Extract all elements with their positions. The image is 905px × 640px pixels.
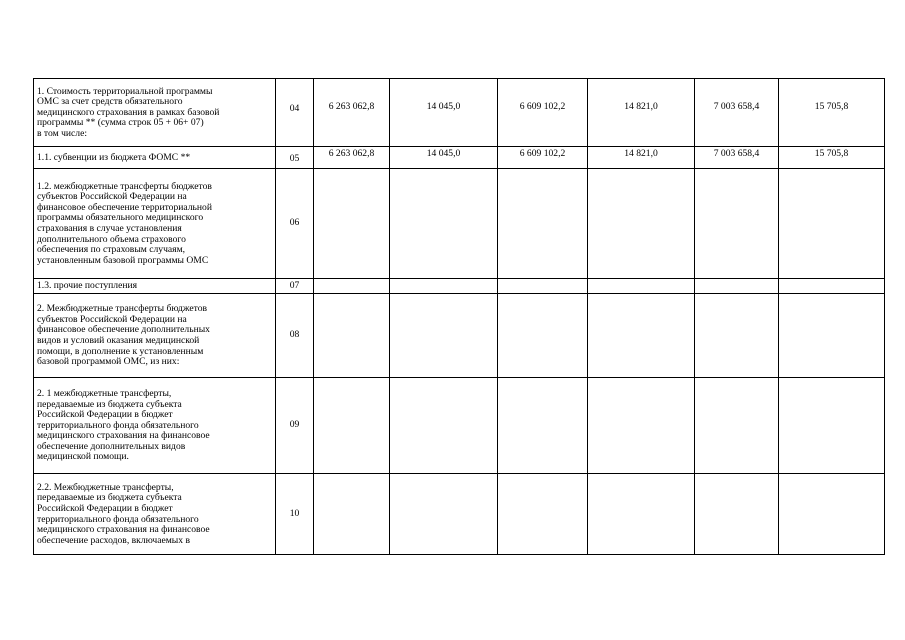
- value-cell: [695, 378, 779, 474]
- value-cell: [588, 474, 695, 555]
- row-description: 2.2. Межбюджетные трансферты, передаваемые из бюджета субъекта Российской Федерации в бюджет территориального фонда обязательного медицинского страхования на финансовое обеспечение расходов, включаемых в: [34, 474, 276, 555]
- row-code: 04: [276, 79, 314, 147]
- value-cell: [695, 279, 779, 294]
- row-code: 05: [276, 147, 314, 169]
- row-code: 07: [276, 279, 314, 294]
- value-cell: 15 705,8: [779, 79, 885, 147]
- row-description: 1.2. межбюджетные трансферты бюджетов субъектов Российской Федерации на финансовое обеспечение территориальной программы обязательного медицинского страхования в случае установления дополнительного объема страхового обеспечения по страховым случаям, установленным базовой программы ОМС: [34, 169, 276, 279]
- value-cell: [314, 279, 390, 294]
- value-cell: [779, 169, 885, 279]
- value-cell: [314, 378, 390, 474]
- value-cell: 14 045,0: [390, 147, 498, 169]
- value-cell: 7 003 658,4: [695, 79, 779, 147]
- value-cell: [588, 279, 695, 294]
- row-code: 08: [276, 294, 314, 378]
- value-cell: [390, 169, 498, 279]
- value-cell: 6 609 102,2: [498, 147, 588, 169]
- value-cell: [588, 378, 695, 474]
- value-cell: [498, 474, 588, 555]
- value-cell: [779, 474, 885, 555]
- value-cell: [779, 294, 885, 378]
- row-code: 06: [276, 169, 314, 279]
- row-description: 2. 1 межбюджетные трансферты, передаваемые из бюджета субъекта Российской Федерации в бюджет территориального фонда обязательного медицинского страхования на финансовое обеспечение дополнительных видов медицинской помощи.: [34, 378, 276, 474]
- value-cell: [314, 474, 390, 555]
- table-row: [34, 294, 885, 378]
- value-cell: 6 609 102,2: [498, 79, 588, 147]
- value-cell: [779, 279, 885, 294]
- value-cell: [390, 474, 498, 555]
- row-code: 09: [276, 378, 314, 474]
- table-row: [34, 79, 885, 147]
- row-description: 2. Межбюджетные трансферты бюджетов субъектов Российской Федерации на финансовое обеспечение дополнительных видов и условий оказания медицинской помощи, в дополнение к установленным базовой программой ОМС, из них:: [34, 294, 276, 378]
- value-cell: [588, 169, 695, 279]
- table-row: [34, 169, 885, 279]
- value-cell: [695, 169, 779, 279]
- value-cell: [390, 378, 498, 474]
- table-row: [34, 279, 885, 294]
- value-cell: [498, 294, 588, 378]
- value-cell: 7 003 658,4: [695, 147, 779, 169]
- row-description: 1.1. субвенции из бюджета ФОМС **: [34, 147, 276, 169]
- table-row: [34, 147, 885, 169]
- row-description: 1. Стоимость территориальной программы ОМС за счет средств обязательного медицинского страхования в рамках базовой программы ** (сумма строк 05 + 06+ 07) в том числе:: [34, 79, 276, 147]
- value-cell: [314, 169, 390, 279]
- funding-table: [33, 78, 885, 555]
- value-cell: 6 263 062,8: [314, 147, 390, 169]
- value-cell: 14 045,0: [390, 79, 498, 147]
- value-cell: [498, 279, 588, 294]
- table-row: [34, 474, 885, 555]
- value-cell: 14 821,0: [588, 147, 695, 169]
- value-cell: [779, 378, 885, 474]
- value-cell: [390, 294, 498, 378]
- table-row: [34, 378, 885, 474]
- row-description: 1.3. прочие поступления: [34, 279, 276, 294]
- value-cell: [390, 279, 498, 294]
- row-code: 10: [276, 474, 314, 555]
- value-cell: [695, 294, 779, 378]
- value-cell: [314, 294, 390, 378]
- value-cell: 15 705,8: [779, 147, 885, 169]
- value-cell: 6 263 062,8: [314, 79, 390, 147]
- value-cell: [588, 294, 695, 378]
- value-cell: [695, 474, 779, 555]
- value-cell: [498, 169, 588, 279]
- value-cell: 14 821,0: [588, 79, 695, 147]
- value-cell: [498, 378, 588, 474]
